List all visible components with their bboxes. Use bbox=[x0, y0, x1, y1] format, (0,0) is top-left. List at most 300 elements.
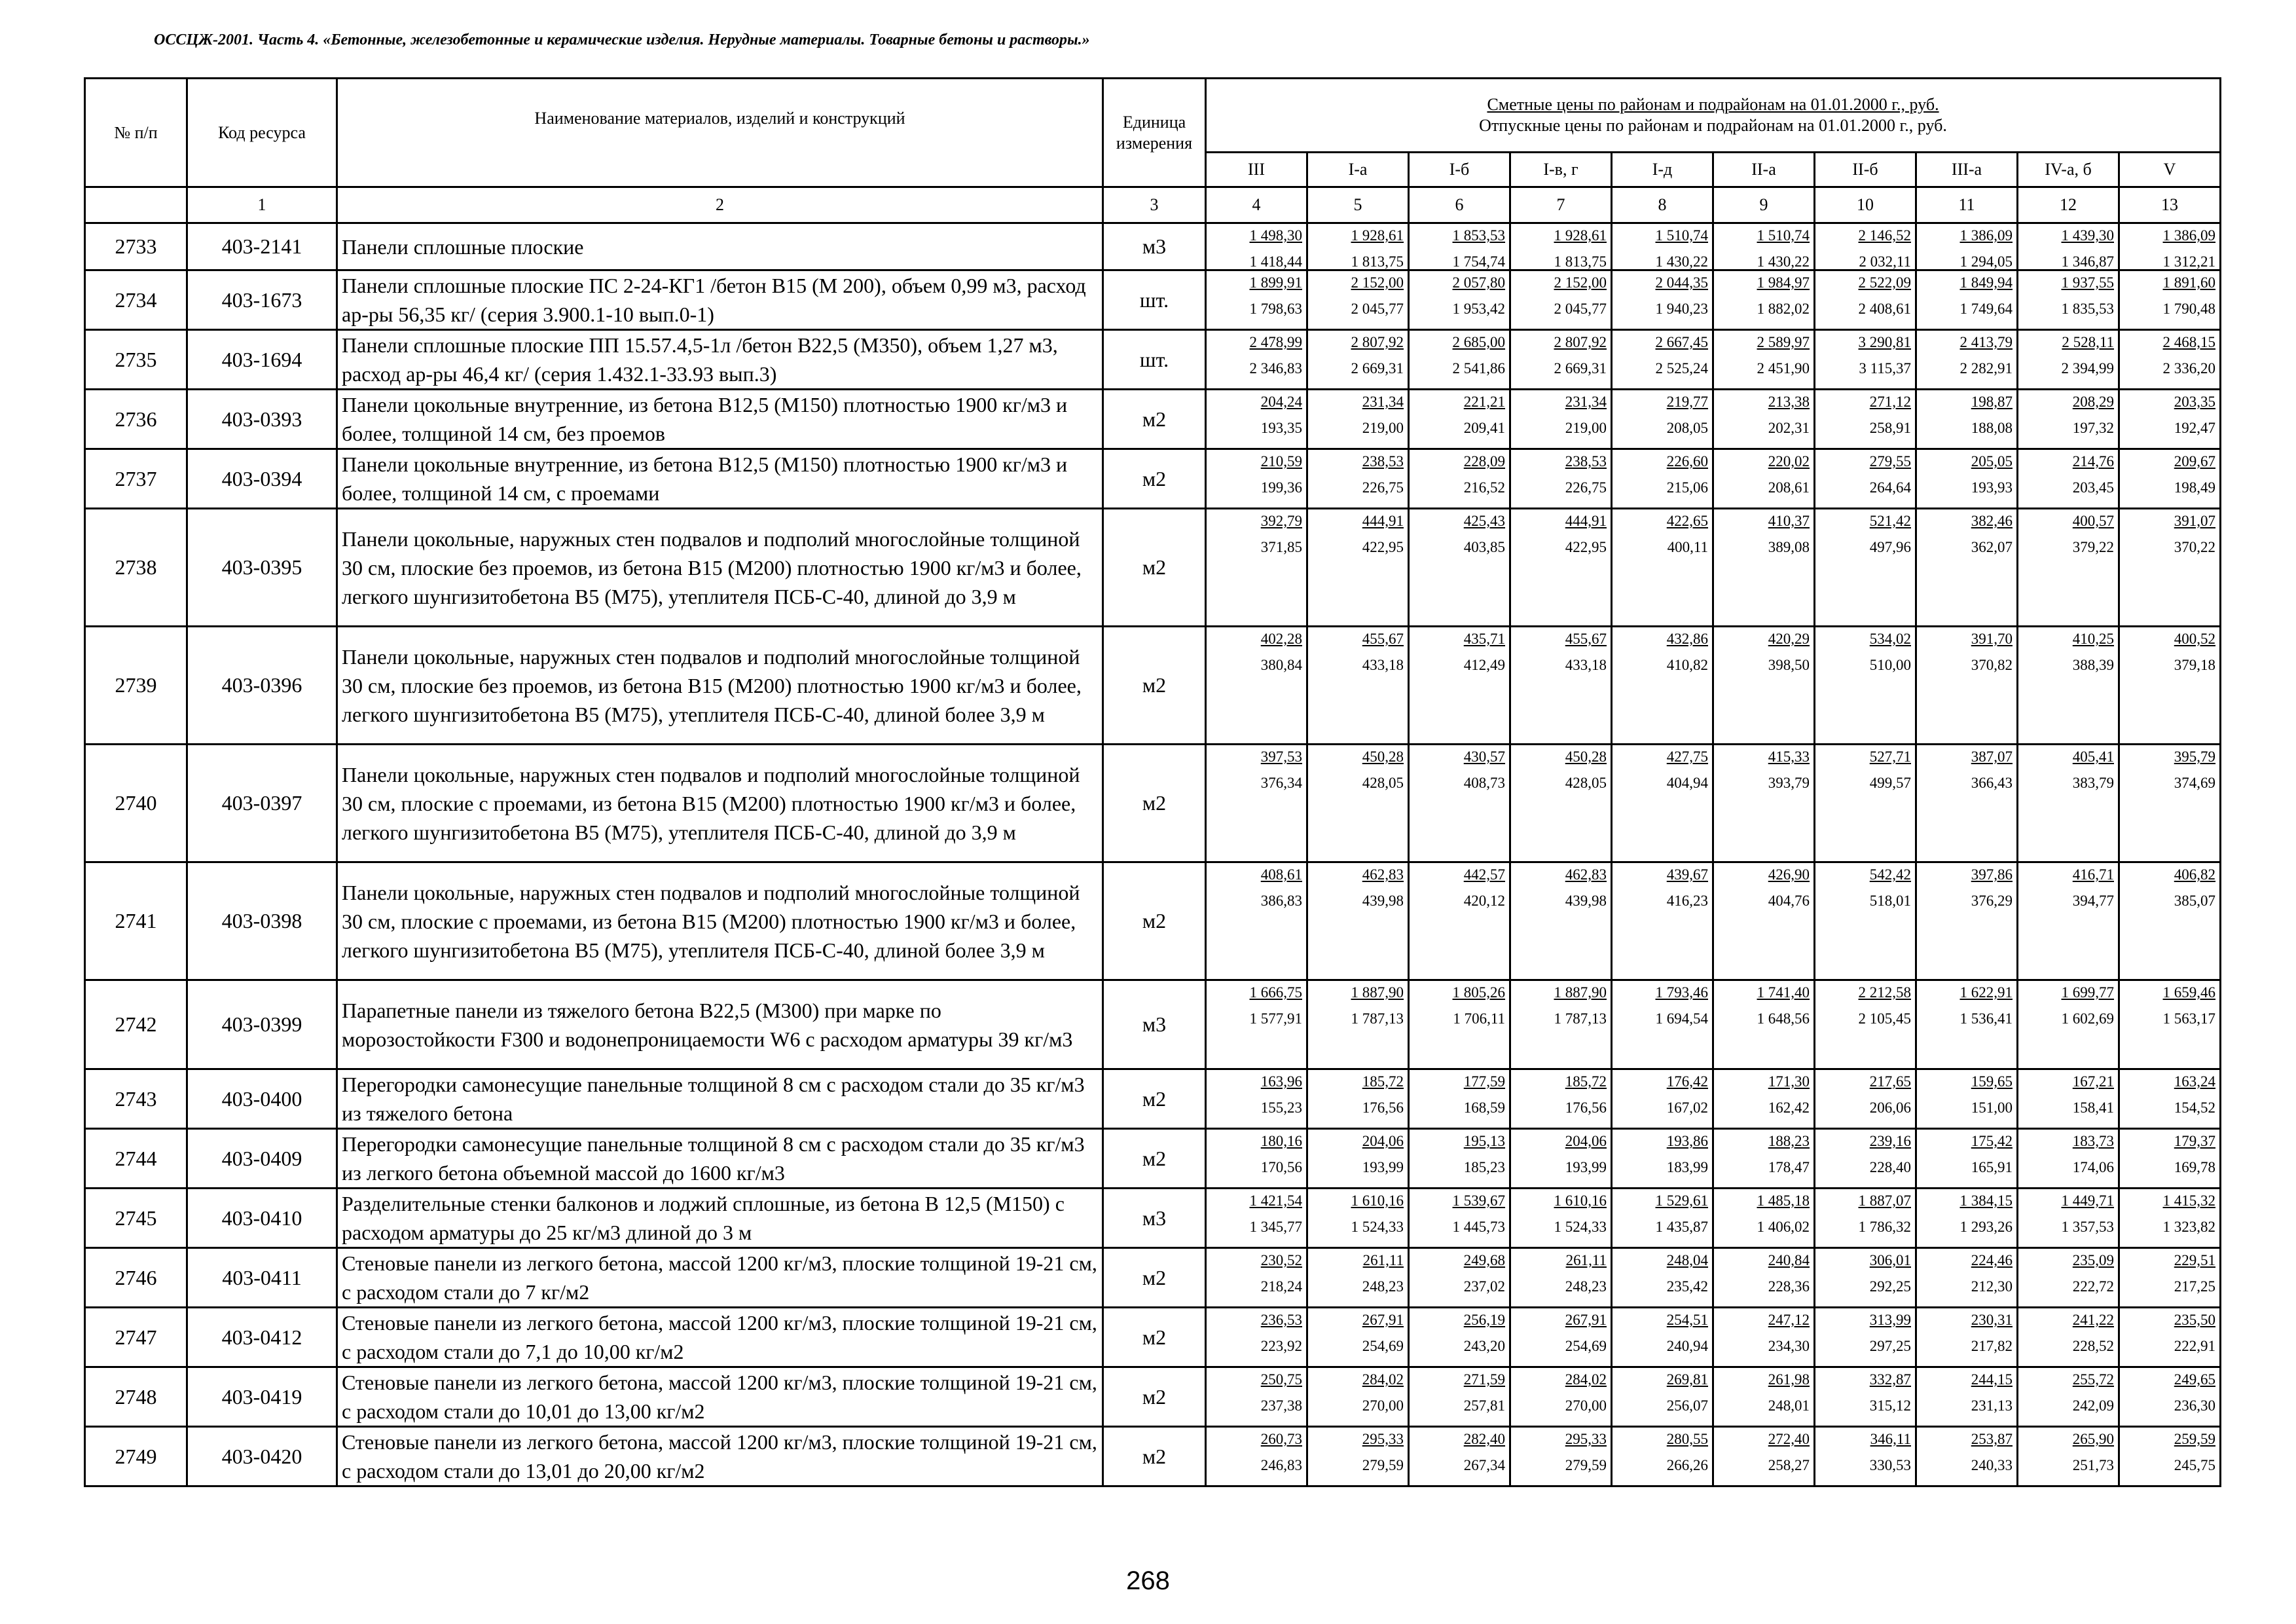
release-price: 422,95 bbox=[1565, 539, 1607, 555]
release-price: 248,23 bbox=[1362, 1278, 1404, 1295]
unit-of-measure: м2 bbox=[1103, 1308, 1206, 1367]
price-cell bbox=[1206, 1308, 1307, 1367]
estimate-price: 455,67 bbox=[1362, 631, 1404, 647]
estimate-price: 2 807,92 bbox=[1351, 334, 1404, 350]
release-price: 279,59 bbox=[1362, 1457, 1404, 1473]
price-cell bbox=[1409, 509, 1510, 627]
price-cell bbox=[1713, 1248, 1815, 1308]
estimate-price: 185,72 bbox=[1362, 1073, 1404, 1090]
table-row bbox=[85, 449, 2221, 509]
price-cell bbox=[1713, 390, 1815, 449]
estimate-price: 175,42 bbox=[1971, 1133, 2013, 1149]
unit-of-measure: м2 bbox=[1103, 390, 1206, 449]
price-cell bbox=[1409, 330, 1510, 390]
release-price: 174,06 bbox=[2072, 1159, 2114, 1175]
release-price: 404,94 bbox=[1666, 775, 1708, 791]
price-cell bbox=[1612, 1308, 1713, 1367]
resource-code: 403-0412 bbox=[187, 1308, 337, 1367]
release-price: 185,23 bbox=[1463, 1159, 1505, 1175]
estimate-price: 1 421,54 bbox=[1249, 1192, 1302, 1209]
unit-of-measure: шт. bbox=[1103, 330, 1206, 390]
price-cell bbox=[2119, 627, 2221, 745]
price-cell bbox=[1206, 509, 1307, 627]
estimate-price: 392,79 bbox=[1260, 513, 1302, 529]
resource-code: 403-0398 bbox=[187, 862, 337, 980]
price-cell bbox=[1916, 390, 2018, 449]
material-name: Стеновые панели из легкого бетона, массой 1200 кг/м3, плоские толщиной 19-21 см, с расходом стали до 10,01 до 13,00 кг/м2 bbox=[337, 1367, 1103, 1427]
page-number: 268 bbox=[1126, 1566, 1170, 1595]
resource-code: 403-0419 bbox=[187, 1367, 337, 1427]
estimate-price: 2 057,80 bbox=[1452, 274, 1505, 291]
release-price: 264,64 bbox=[1869, 479, 1911, 496]
price-cell bbox=[1612, 330, 1713, 390]
price-cell bbox=[2018, 980, 2119, 1069]
price-cell bbox=[1916, 270, 2018, 330]
release-price: 1 577,91 bbox=[1249, 1010, 1302, 1027]
price-cell bbox=[2018, 1129, 2119, 1189]
release-price: 218,24 bbox=[1260, 1278, 1302, 1295]
resource-code: 403-0411 bbox=[187, 1248, 337, 1308]
resource-code: 403-1694 bbox=[187, 330, 337, 390]
release-price: 237,38 bbox=[1260, 1397, 1302, 1414]
material-name: Панели цокольные, наружных стен подвалов и подполий многослойные толщиной 30 см, плоские с проемами, из бетона В15 (М200) плотностью 1900 кг/м3 и более, легкого шунгизитобетона В5 (М75), утеплителя ПСБ-С-40, длиной до 3,9 м bbox=[337, 745, 1103, 862]
estimate-price: 410,37 bbox=[1768, 513, 1810, 529]
material-name: Парапетные панели из тяжелого бетона В22,5 (М300) при марке по морозостойкости F300 и водонепроницаемости W6 с расходом арматуры 39 кг/м3 bbox=[337, 980, 1103, 1069]
row-number: 2736 bbox=[85, 390, 187, 449]
price-cell bbox=[1916, 1129, 2018, 1189]
resource-code: 403-0395 bbox=[187, 509, 337, 627]
release-price: 203,45 bbox=[2072, 479, 2114, 496]
estimate-price: 2 044,35 bbox=[1655, 274, 1708, 291]
estimate-price: 450,28 bbox=[1565, 748, 1607, 765]
release-price: 386,83 bbox=[1260, 893, 1302, 909]
release-price: 1 563,17 bbox=[2162, 1010, 2216, 1027]
estimate-price: 2 152,00 bbox=[1351, 274, 1404, 291]
price-cell bbox=[1409, 223, 1510, 270]
estimate-price: 405,41 bbox=[2072, 748, 2114, 765]
release-price: 1 312,21 bbox=[2162, 253, 2216, 270]
release-price: 197,32 bbox=[2072, 420, 2114, 436]
price-cell bbox=[2119, 270, 2221, 330]
table-row bbox=[85, 1189, 2221, 1248]
unit-of-measure: м2 bbox=[1103, 509, 1206, 627]
release-price: 1 536,41 bbox=[1959, 1010, 2013, 1027]
release-price: 202,31 bbox=[1768, 420, 1810, 436]
estimate-price: 1 610,16 bbox=[1554, 1192, 1607, 1209]
header-region: IV-а, б bbox=[2018, 153, 2119, 187]
estimate-price: 269,81 bbox=[1666, 1371, 1708, 1388]
table-row bbox=[85, 1129, 2221, 1189]
estimate-price: 2 212,58 bbox=[1858, 984, 1911, 1001]
column-number: 1 bbox=[187, 187, 337, 223]
table-row bbox=[85, 1069, 2221, 1129]
price-cell bbox=[1916, 745, 2018, 862]
material-name: Панели цокольные внутренние, из бетона В12,5 (М150) плотностью 1900 кг/м3 и более, толщиной 14 см, без проемов bbox=[337, 390, 1103, 449]
price-cell bbox=[2119, 509, 2221, 627]
estimate-price: 1 386,09 bbox=[2162, 227, 2216, 244]
estimate-price: 425,43 bbox=[1463, 513, 1505, 529]
release-price: 439,98 bbox=[1362, 893, 1404, 909]
release-price: 235,42 bbox=[1666, 1278, 1708, 1295]
estimate-price: 224,46 bbox=[1971, 1252, 2013, 1268]
release-price: 242,09 bbox=[2072, 1397, 2114, 1414]
release-price: 380,84 bbox=[1260, 657, 1302, 673]
estimate-price: 259,59 bbox=[2174, 1431, 2216, 1447]
release-price: 1 787,13 bbox=[1554, 1010, 1607, 1027]
estimate-price: 2 589,97 bbox=[1757, 334, 1810, 350]
estimate-price: 231,34 bbox=[1565, 394, 1607, 410]
price-cell bbox=[1409, 980, 1510, 1069]
release-price: 248,23 bbox=[1565, 1278, 1607, 1295]
estimate-price: 416,71 bbox=[2072, 866, 2114, 883]
estimate-price: 391,70 bbox=[1971, 631, 2013, 647]
price-cell bbox=[2018, 509, 2119, 627]
estimate-price: 198,87 bbox=[1971, 394, 2013, 410]
price-cell bbox=[1916, 1248, 2018, 1308]
estimate-price: 1 510,74 bbox=[1655, 227, 1708, 244]
price-cell bbox=[2119, 1427, 2221, 1486]
release-price: 1 706,11 bbox=[1453, 1010, 1505, 1027]
release-price: 219,00 bbox=[1565, 420, 1607, 436]
column-number: 3 bbox=[1103, 187, 1206, 223]
estimate-price: 284,02 bbox=[1362, 1371, 1404, 1388]
column-number: 9 bbox=[1713, 187, 1815, 223]
price-cell bbox=[2018, 1189, 2119, 1248]
resource-code: 403-0409 bbox=[187, 1129, 337, 1189]
resource-code: 403-0397 bbox=[187, 745, 337, 862]
release-price: 192,47 bbox=[2174, 420, 2216, 436]
unit-of-measure: м3 bbox=[1103, 980, 1206, 1069]
estimate-price: 229,51 bbox=[2174, 1252, 2216, 1268]
unit-of-measure: шт. bbox=[1103, 270, 1206, 330]
estimate-price: 435,71 bbox=[1463, 631, 1505, 647]
header-region: I-в, г bbox=[1510, 153, 1612, 187]
release-price: 169,78 bbox=[2174, 1159, 2216, 1175]
price-cell bbox=[1206, 627, 1307, 745]
estimate-price: 1 853,53 bbox=[1452, 227, 1505, 244]
estimate-price: 226,60 bbox=[1666, 453, 1708, 470]
release-price: 258,27 bbox=[1768, 1457, 1810, 1473]
material-name: Панели сплошные плоские ПС 2-24-КГ1 /бетон В15 (М 200), объем 0,99 м3, расход ар-ры 56,35 кг/ (серия 3.900.1-10 вып.0-1) bbox=[337, 270, 1103, 330]
release-price: 1 940,23 bbox=[1655, 301, 1708, 317]
release-price: 1 754,74 bbox=[1452, 253, 1505, 270]
unit-of-measure: м2 bbox=[1103, 1248, 1206, 1308]
price-cell bbox=[1409, 627, 1510, 745]
price-cell bbox=[1713, 745, 1815, 862]
row-number: 2738 bbox=[85, 509, 187, 627]
estimate-price: 391,07 bbox=[2174, 513, 2216, 529]
release-price: 1 435,87 bbox=[1655, 1219, 1708, 1235]
header-region: I-б bbox=[1409, 153, 1510, 187]
estimate-price: 2 807,92 bbox=[1554, 334, 1607, 350]
release-price: 412,49 bbox=[1463, 657, 1505, 673]
release-price: 315,12 bbox=[1869, 1397, 1911, 1414]
release-price: 376,34 bbox=[1260, 775, 1302, 791]
release-price: 1 882,02 bbox=[1757, 301, 1810, 317]
estimate-price: 1 887,90 bbox=[1554, 984, 1607, 1001]
release-price: 428,05 bbox=[1565, 775, 1607, 791]
estimate-price: 238,53 bbox=[1565, 453, 1607, 470]
table-row bbox=[85, 1248, 2221, 1308]
price-cell bbox=[1916, 862, 2018, 980]
estimate-price: 1 891,60 bbox=[2162, 274, 2216, 291]
release-price: 154,52 bbox=[2174, 1099, 2216, 1116]
estimate-price: 426,90 bbox=[1768, 866, 1810, 883]
row-number: 2747 bbox=[85, 1308, 187, 1367]
column-number: 7 bbox=[1510, 187, 1612, 223]
price-cell bbox=[1510, 627, 1612, 745]
release-price: 168,59 bbox=[1463, 1099, 1505, 1116]
price-cell bbox=[2119, 1129, 2221, 1189]
estimate-price: 397,86 bbox=[1971, 866, 2013, 883]
price-cell bbox=[2119, 745, 2221, 862]
price-cell bbox=[1510, 509, 1612, 627]
price-cell bbox=[1206, 223, 1307, 270]
row-number: 2743 bbox=[85, 1069, 187, 1129]
release-price: 376,29 bbox=[1971, 893, 2013, 909]
price-cell bbox=[2119, 1069, 2221, 1129]
price-cell bbox=[1713, 1308, 1815, 1367]
estimate-price: 442,57 bbox=[1463, 866, 1505, 883]
price-cell bbox=[1307, 980, 1409, 1069]
release-price: 370,82 bbox=[1971, 657, 2013, 673]
price-table bbox=[84, 77, 2221, 1487]
price-cell bbox=[1713, 449, 1815, 509]
price-cell bbox=[1815, 1069, 1916, 1129]
price-cell bbox=[1815, 1248, 1916, 1308]
price-cell bbox=[2018, 330, 2119, 390]
material-name: Панели сплошные плоские ПП 15.57.4,5-1л /бетон В22,5 (М350), объем 1,27 м3, расход ар-ры 46,4 кг/ (серия 1.432.1-33.93 вып.3) bbox=[337, 330, 1103, 390]
release-price: 2 105,45 bbox=[1858, 1010, 1911, 1027]
estimate-price: 1 849,94 bbox=[1959, 274, 2013, 291]
release-price: 1 345,77 bbox=[1249, 1219, 1302, 1235]
table-row bbox=[85, 980, 2221, 1069]
release-price: 188,08 bbox=[1971, 420, 2013, 436]
resource-code: 403-0393 bbox=[187, 390, 337, 449]
price-cell bbox=[1612, 1129, 1713, 1189]
material-name: Перегородки самонесущие панельные толщиной 8 см с расходом стали до 35 кг/м3 из тяжелого бетона bbox=[337, 1069, 1103, 1129]
release-price: 408,73 bbox=[1463, 775, 1505, 791]
price-cell bbox=[1307, 1069, 1409, 1129]
estimate-price: 430,57 bbox=[1463, 748, 1505, 765]
price-cell bbox=[1206, 1189, 1307, 1248]
release-price: 158,41 bbox=[2072, 1099, 2114, 1116]
price-cell bbox=[1206, 1069, 1307, 1129]
price-cell bbox=[1713, 223, 1815, 270]
unit-of-measure: м2 bbox=[1103, 1129, 1206, 1189]
release-price: 1 294,05 bbox=[1959, 253, 2013, 270]
price-cell bbox=[1612, 1427, 1713, 1486]
estimate-price: 250,75 bbox=[1260, 1371, 1302, 1388]
price-cell bbox=[1612, 449, 1713, 509]
price-cell bbox=[1206, 270, 1307, 330]
release-price: 297,25 bbox=[1869, 1338, 1911, 1354]
price-cell bbox=[1409, 1308, 1510, 1367]
price-cell bbox=[1815, 223, 1916, 270]
price-cell bbox=[1206, 1248, 1307, 1308]
price-cell bbox=[1713, 862, 1815, 980]
release-price: 228,36 bbox=[1768, 1278, 1810, 1295]
release-price: 162,42 bbox=[1768, 1099, 1810, 1116]
resource-code: 403-1673 bbox=[187, 270, 337, 330]
material-name: Панели цокольные, наружных стен подвалов и подполий многослойные толщиной 30 см, плоские без проемов, из бетона В15 (М200) плотностью 1900 кг/м3 и более, легкого шунгизитобетона В5 (М75), утеплителя ПСБ-С-40, длиной более 3,9 м bbox=[337, 627, 1103, 745]
price-cell bbox=[1510, 1427, 1612, 1486]
release-price: 2 669,31 bbox=[1554, 360, 1607, 377]
estimate-price: 2 528,11 bbox=[2062, 334, 2114, 350]
price-cell bbox=[1206, 745, 1307, 862]
release-price: 398,50 bbox=[1768, 657, 1810, 673]
price-cell bbox=[1510, 270, 1612, 330]
release-price: 422,95 bbox=[1362, 539, 1404, 555]
estimate-price: 527,71 bbox=[1869, 748, 1911, 765]
release-price: 226,75 bbox=[1362, 479, 1404, 496]
header-region: V bbox=[2119, 153, 2221, 187]
estimate-price: 256,19 bbox=[1463, 1312, 1505, 1328]
price-cell bbox=[1815, 627, 1916, 745]
release-price: 246,83 bbox=[1260, 1457, 1302, 1473]
price-cell bbox=[1307, 862, 1409, 980]
row-number: 2744 bbox=[85, 1129, 187, 1189]
estimate-price: 400,52 bbox=[2174, 631, 2216, 647]
release-price: 428,05 bbox=[1362, 775, 1404, 791]
release-price: 234,30 bbox=[1768, 1338, 1810, 1354]
header-prices-estimate: Сметные цены по районам и подрайонам на 01.01.2000 г., руб. bbox=[1487, 95, 1939, 114]
release-price: 206,06 bbox=[1869, 1099, 1911, 1116]
estimate-price: 261,11 bbox=[1362, 1252, 1404, 1268]
estimate-price: 265,90 bbox=[2072, 1431, 2114, 1447]
release-price: 518,01 bbox=[1869, 893, 1911, 909]
release-price: 2 408,61 bbox=[1858, 301, 1911, 317]
estimate-price: 306,01 bbox=[1869, 1252, 1911, 1268]
release-price: 1 430,22 bbox=[1655, 253, 1708, 270]
price-cell bbox=[1713, 1189, 1815, 1248]
estimate-price: 408,61 bbox=[1260, 866, 1302, 883]
release-price: 416,23 bbox=[1666, 893, 1708, 909]
estimate-price: 395,79 bbox=[2174, 748, 2216, 765]
unit-of-measure: м3 bbox=[1103, 1189, 1206, 1248]
price-cell bbox=[1206, 980, 1307, 1069]
price-cell bbox=[1409, 1427, 1510, 1486]
estimate-price: 247,12 bbox=[1768, 1312, 1810, 1328]
estimate-price: 205,05 bbox=[1971, 453, 2013, 470]
release-price: 1 357,53 bbox=[2061, 1219, 2114, 1235]
release-price: 1 524,33 bbox=[1554, 1219, 1607, 1235]
price-cell bbox=[1307, 1367, 1409, 1427]
material-name: Панели цокольные внутренние, из бетона В12,5 (М150) плотностью 1900 кг/м3 и более, толщиной 14 см, с проемами bbox=[337, 449, 1103, 509]
estimate-price: 1 498,30 bbox=[1249, 227, 1302, 244]
price-cell bbox=[2119, 1308, 2221, 1367]
table-row bbox=[85, 862, 2221, 980]
release-price: 217,25 bbox=[2174, 1278, 2216, 1295]
price-cell bbox=[1612, 509, 1713, 627]
table-row bbox=[85, 330, 2221, 390]
price-cell bbox=[1916, 330, 2018, 390]
price-cell bbox=[1612, 1367, 1713, 1427]
release-price: 270,00 bbox=[1362, 1397, 1404, 1414]
estimate-price: 267,91 bbox=[1565, 1312, 1607, 1328]
release-price: 420,12 bbox=[1463, 893, 1505, 909]
release-price: 279,59 bbox=[1565, 1457, 1607, 1473]
unit-of-measure: м2 bbox=[1103, 449, 1206, 509]
release-price: 219,00 bbox=[1362, 420, 1404, 436]
release-price: 151,00 bbox=[1971, 1099, 2013, 1116]
release-price: 433,18 bbox=[1565, 657, 1607, 673]
estimate-price: 209,67 bbox=[2174, 453, 2216, 470]
resource-code: 403-0400 bbox=[187, 1069, 337, 1129]
material-name: Стеновые панели из легкого бетона, массой 1200 кг/м3, плоские толщиной 19-21 см, с расходом стали до 13,01 до 20,00 кг/м2 bbox=[337, 1427, 1103, 1486]
row-number: 2746 bbox=[85, 1248, 187, 1308]
estimate-price: 295,33 bbox=[1565, 1431, 1607, 1447]
price-cell bbox=[1815, 1189, 1916, 1248]
release-price: 248,01 bbox=[1768, 1397, 1810, 1414]
release-price: 1 524,33 bbox=[1351, 1219, 1404, 1235]
header-prices-release: Отпускные цены по районам и подрайонам на 01.01.2000 г., руб. bbox=[1479, 116, 1947, 135]
release-price: 222,72 bbox=[2072, 1278, 2114, 1295]
header-region: II-б bbox=[1815, 153, 1916, 187]
release-price: 267,34 bbox=[1463, 1457, 1505, 1473]
estimate-price: 2 152,00 bbox=[1554, 274, 1607, 291]
release-price: 362,07 bbox=[1971, 539, 2013, 555]
price-cell bbox=[1510, 223, 1612, 270]
estimate-price: 248,04 bbox=[1666, 1252, 1708, 1268]
price-cell bbox=[1713, 980, 1815, 1069]
estimate-price: 159,65 bbox=[1971, 1073, 2013, 1090]
price-cell bbox=[2119, 223, 2221, 270]
estimate-price: 1 415,32 bbox=[2162, 1192, 2216, 1209]
release-price: 243,20 bbox=[1463, 1338, 1505, 1354]
estimate-price: 1 741,40 bbox=[1757, 984, 1810, 1001]
estimate-price: 271,12 bbox=[1869, 394, 1911, 410]
price-cell bbox=[2018, 270, 2119, 330]
material-name: Перегородки самонесущие панельные толщиной 8 см с расходом стали до 35 кг/м3 из легкого бетона объемной массой до 1600 кг/м3 bbox=[337, 1129, 1103, 1189]
table-row bbox=[85, 1427, 2221, 1486]
unit-of-measure: м2 bbox=[1103, 1427, 1206, 1486]
release-price: 215,06 bbox=[1666, 479, 1708, 496]
price-cell bbox=[1206, 1129, 1307, 1189]
estimate-price: 410,25 bbox=[2072, 631, 2114, 647]
price-cell bbox=[1510, 1189, 1612, 1248]
header-name: Наименование материалов, изделий и конструкций bbox=[337, 79, 1103, 187]
unit-of-measure: м2 bbox=[1103, 1069, 1206, 1129]
release-price: 3 115,37 bbox=[1859, 360, 1911, 377]
estimate-price: 295,33 bbox=[1362, 1431, 1404, 1447]
price-cell bbox=[1307, 390, 1409, 449]
price-cell bbox=[1612, 223, 1713, 270]
estimate-price: 282,40 bbox=[1463, 1431, 1505, 1447]
document-header: ОССЦЖ-2001. Часть 4. «Бетонные, железобетонные и керамические изделия. Нерудные материалы. Товарные бетоны и растворы.» bbox=[154, 31, 1090, 48]
estimate-price: 382,46 bbox=[1971, 513, 2013, 529]
price-cell bbox=[1916, 509, 2018, 627]
row-number: 2745 bbox=[85, 1189, 187, 1248]
price-cell bbox=[2119, 390, 2221, 449]
release-price: 1 694,54 bbox=[1655, 1010, 1708, 1027]
release-price: 379,22 bbox=[2072, 539, 2114, 555]
price-cell bbox=[1713, 627, 1815, 745]
header-unit: Единица измерения bbox=[1103, 79, 1206, 187]
material-name: Панели цокольные, наружных стен подвалов и подполий многослойные толщиной 30 см, плоские с проемами, из бетона В15 (М200) плотностью 1900 кг/м3 и более, легкого шунгизитобетона В5 (М75), утеплителя ПСБ-С-40, длиной более 3,9 м bbox=[337, 862, 1103, 980]
estimate-price: 1 659,46 bbox=[2162, 984, 2216, 1001]
estimate-price: 462,83 bbox=[1565, 866, 1607, 883]
release-price: 198,49 bbox=[2174, 479, 2216, 496]
estimate-price: 210,59 bbox=[1260, 453, 1302, 470]
estimate-price: 1 805,26 bbox=[1452, 984, 1505, 1001]
estimate-price: 1 666,75 bbox=[1249, 984, 1302, 1001]
estimate-price: 260,73 bbox=[1260, 1431, 1302, 1447]
price-cell bbox=[1612, 1069, 1713, 1129]
price-cell bbox=[1307, 627, 1409, 745]
release-price: 2 451,90 bbox=[1757, 360, 1810, 377]
release-price: 1 602,69 bbox=[2061, 1010, 2114, 1027]
